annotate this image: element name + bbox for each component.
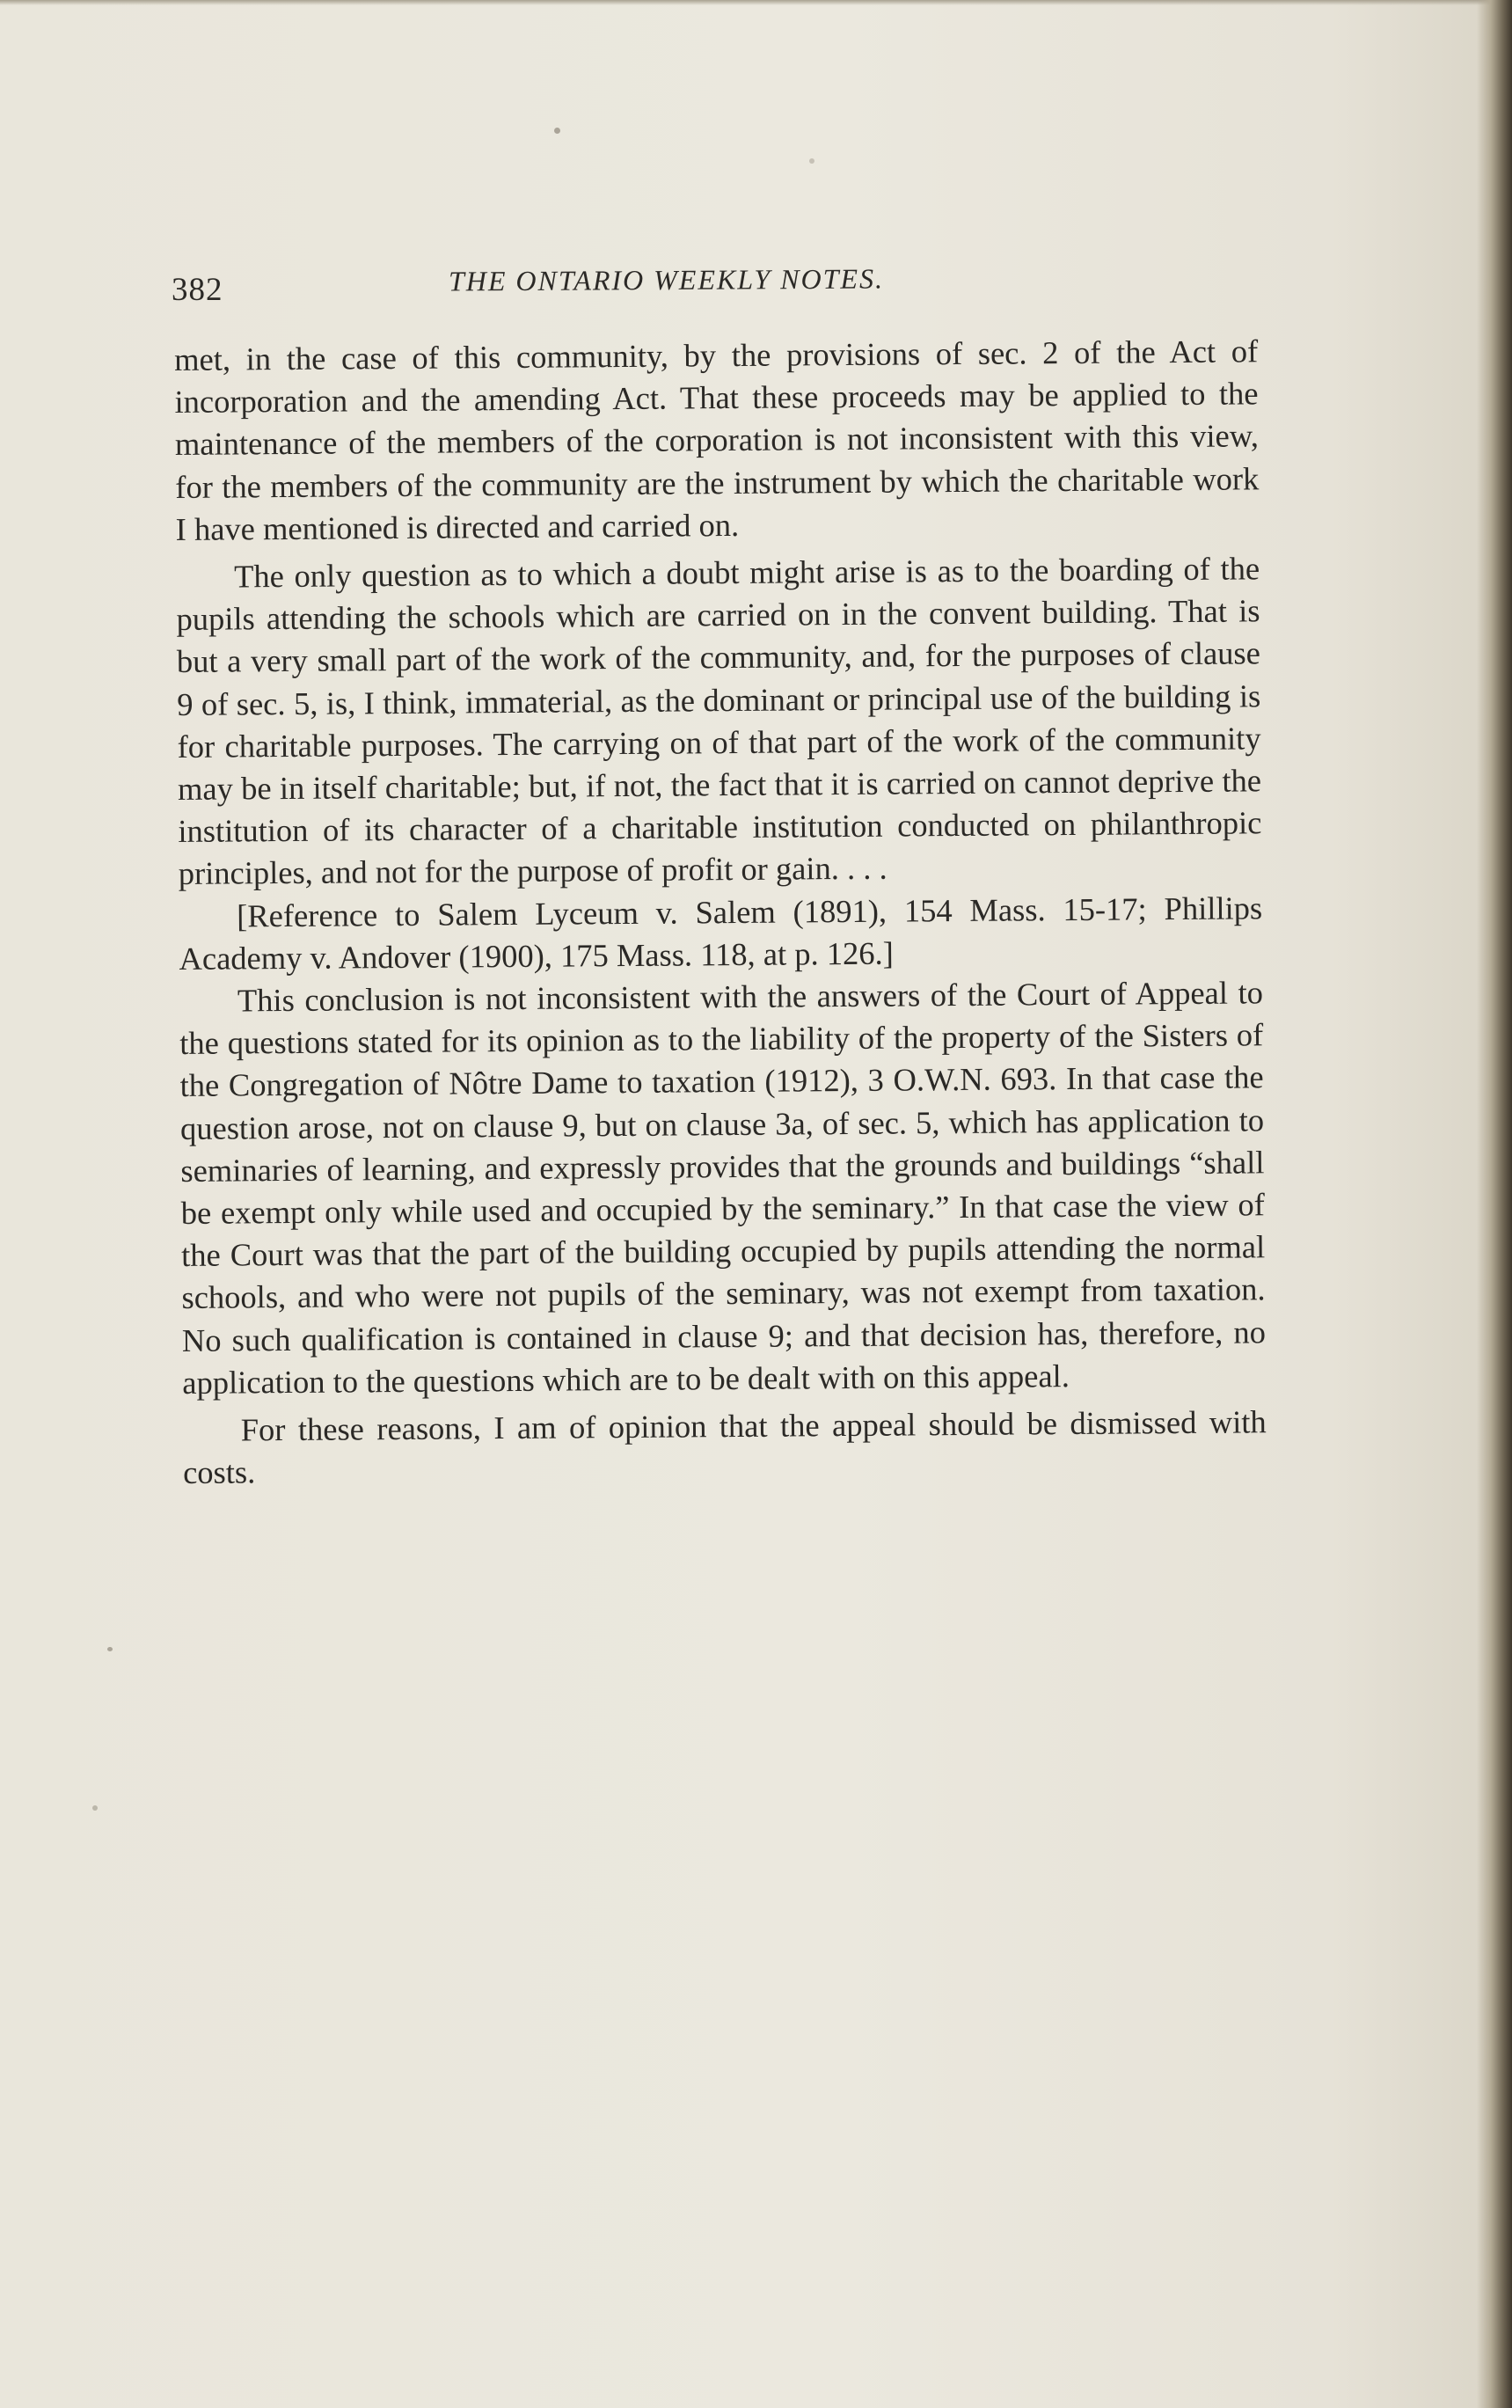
paper-speck [107, 1647, 113, 1651]
paragraph: For these reasons, I am of opinion that the appeal should be dismissed with costs. [182, 1403, 1267, 1491]
paper-speck [809, 158, 814, 164]
page-header [172, 264, 1253, 317]
paragraph: The only question as to which a doubt might arise is as to the boarding of the pupils attending the schools which are carried on in the convent building. That is but a very small part of the work of the community, and, for the purposes of clause 9 of sec. 5, is, I think, immaterial, as the dominant or principal use of the building is for charitable purposes. The carrying on of that part of the work of the community may be in itself charitable; but, if not, the fact that it is carried on cannot deprive the institution of its character of a charitable institution conducted on philanthropic principles, and not for the purpose of profit or gain. . . . [176, 550, 1262, 892]
paper-speck [92, 1805, 98, 1811]
paper-speck [554, 128, 560, 134]
paragraph: This conclusion is not inconsistent with the answers of the Court of Appeal to the questions stated for its opinion as to the liability of the property of the Sisters of the Congregation of Nôtre Dame to taxation (1912), 3 O.W.N. 693. In that case the question arose, not on clause 9, but on clause 3a, of sec. 5, which has application to seminaries of learning, and expressly provides that the grounds and buildings “shall be exempt only while used and occupied by the seminary.” In that case the view of the Court was that the part of the building occupied by pupils attending the normal schools, and who were not pupils of the seminary, was not exempt from taxation. No such qualification is contained in clause 9; and that decision has, therefore, no application to the questions which are to be dealt with on this appeal. [179, 974, 1267, 1401]
page-spine-shadow [1477, 0, 1512, 2408]
paragraph: met, in the case of this community, by the provisions of sec. 2 of the Act of incorporation and the amending Act. That these proceeds may be applied to the maintenance of the members of the corporation is not inconsistent with this view, for the members of the community are the instrument by which the charitable work I have mentioned is directed and carried on. [174, 333, 1260, 547]
running-head: THE ONTARIO WEEKLY NOTES. [448, 262, 885, 297]
page-top-edge [0, 0, 1512, 5]
body-text [174, 330, 1267, 1494]
page-number: 382 [172, 272, 223, 308]
paragraph: [Reference to Salem Lyceum v. Salem (1891), 154 Mass. 15-17; Phillips Academy v. Andover (1900), 175 Mass. 118, at p. 126.] [179, 889, 1263, 977]
